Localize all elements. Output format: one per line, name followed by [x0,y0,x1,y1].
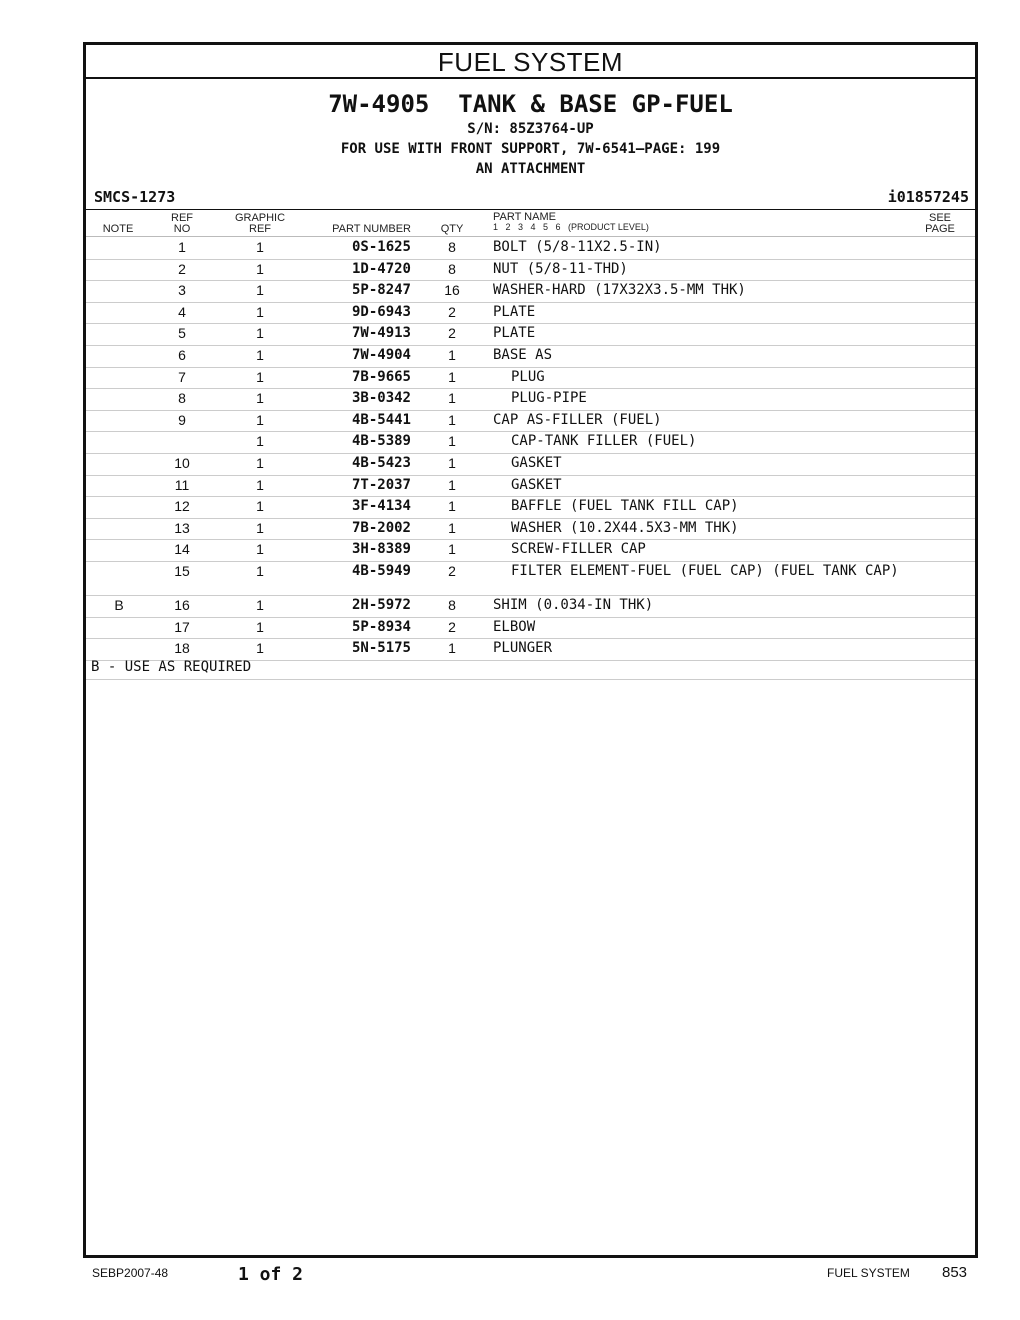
row-ref-no: 1 [178,239,186,255]
row-graphic-ref: 1 [256,325,264,342]
table-row [86,367,975,390]
row-part-number: 7T-2037 [351,476,411,493]
header-divider [86,209,975,210]
row-part-name: PLATE [493,325,536,342]
row-ref-no: 6 [178,347,186,363]
section-title: FUEL SYSTEM [86,45,975,79]
table-row [86,475,975,498]
row-ref-no: 11 [174,476,190,493]
row-graphic-ref: 1 [256,618,264,635]
attachment-line: AN ATTACHMENT [475,161,586,177]
row-part-name: CAP-TANK FILLER (FUEL) [511,433,697,450]
table-row [86,638,975,661]
row-ref-no: 15 [174,563,190,579]
row-ref-no: 4 [178,303,186,320]
table-row [86,345,975,368]
row-qty: 2 [448,325,456,342]
table-row [86,431,975,454]
col-part-name: PART NAME [493,211,556,223]
use-with-line: FOR USE WITH FRONT SUPPORT, 7W-6541—PAGE: 199 [340,141,721,157]
row-part-name: FILTER ELEMENT-FUEL (FUEL CAP) (FUEL TANK CAP) [511,563,899,579]
col-qty: QTY [440,223,464,235]
row-qty: 1 [448,368,456,385]
table-row [86,539,975,562]
row-ref-no: 13 [174,519,190,536]
row-ref-no: 18 [174,640,190,657]
table-row [86,259,975,282]
page-number: 853 [942,1264,968,1281]
row-part-number: 5P-8247 [351,282,411,299]
row-graphic-ref: 1 [256,347,264,363]
row-graphic-ref: 1 [256,368,264,385]
row-qty: 1 [448,411,456,428]
row-part-number: 5P-8934 [351,618,411,635]
row-part-name: PLUNGER [493,640,553,657]
row-graphic-ref: 1 [256,239,264,255]
row-ref-no: 5 [178,325,186,342]
row-graphic-ref: 1 [256,563,264,579]
row-graphic-ref: 1 [256,282,264,299]
row-qty: 1 [448,541,456,558]
table-row [86,280,975,303]
col-graphic-bottom: REF [249,223,271,235]
row-part-name: WASHER (10.2X44.5X3-MM THK) [511,519,739,536]
col-see-bottom: PAGE [925,223,955,235]
row-ref-no: 2 [178,260,186,277]
row-qty: 1 [448,498,456,515]
footnote-divider [86,679,975,680]
row-graphic-ref: 1 [256,433,264,450]
col-product-levels: 1 2 3 4 5 6 (PRODUCT LEVEL) [493,222,649,232]
row-part-number: 3F-4134 [351,498,411,515]
col-note: NOTE [102,223,134,235]
row-qty: 8 [448,239,456,255]
table-row [86,617,975,640]
row-ref-no: 7 [178,368,186,385]
row-graphic-ref: 1 [256,498,264,515]
table-row [86,496,975,519]
row-qty: 8 [448,597,456,613]
row-part-name: SHIM (0.034-IN THK) [493,597,654,613]
row-graphic-ref: 1 [256,541,264,558]
row-ref-no: 17 [174,618,190,635]
row-part-number: 1D-4720 [351,260,411,277]
row-qty: 2 [448,303,456,320]
row-graphic-ref: 1 [256,640,264,657]
table-row [86,388,975,411]
serial-number: S/N: 85Z3764-UP [467,121,594,137]
table-row [86,323,975,346]
row-part-name: GASKET [511,455,562,471]
row-ref-no: 3 [178,282,186,299]
table-row [86,302,975,325]
row-ref-no: 10 [174,455,190,471]
table-row [86,453,975,476]
row-part-name: BASE AS [493,347,553,363]
row-graphic-ref: 1 [256,390,264,407]
row-graphic-ref: 1 [256,411,264,428]
row-part-name: CAP AS-FILLER (FUEL) [493,411,662,428]
row-part-number: 4B-5441 [351,411,411,428]
row-part-number: 2H-5972 [351,597,411,613]
footer-section: FUEL SYSTEM [827,1266,910,1280]
row-part-number: 0S-1625 [351,239,411,255]
row-qty: 1 [448,476,456,493]
row-part-name: PLUG [511,368,545,385]
row-graphic-ref: 1 [256,455,264,471]
row-part-name: ELBOW [493,618,536,635]
row-part-name: SCREW-FILLER CAP [511,541,646,558]
table-row [86,561,975,596]
row-part-number: 7B-9665 [351,368,411,385]
col-see-top: SEE [928,212,951,224]
row-part-number: 4B-5423 [351,455,411,471]
row-part-number: 3B-0342 [351,390,411,407]
row-part-number: 9D-6943 [351,303,411,320]
row-part-name: WASHER-HARD (17X32X3.5-MM THK) [493,282,746,299]
table-row [86,237,975,260]
row-qty: 1 [448,347,456,363]
page-frame [83,42,978,1258]
row-graphic-ref: 1 [256,476,264,493]
col-ref-bottom: NO [173,223,191,235]
row-part-number: 7W-4913 [351,325,411,342]
row-part-number: 7B-2002 [351,519,411,536]
row-part-number: 3H-8389 [351,541,411,558]
col-part-number: PART NUMBER [332,223,411,235]
row-ref-no: 16 [174,597,190,613]
row-part-name: NUT (5/8-11-THD) [493,260,628,277]
table-row [86,518,975,541]
row-part-number: 4B-5949 [351,563,411,579]
row-qty: 2 [448,563,456,579]
row-graphic-ref: 1 [256,303,264,320]
row-part-name: BAFFLE (FUEL TANK FILL CAP) [511,498,739,515]
row-qty: 1 [448,640,456,657]
table-row [86,410,975,433]
doc-id: SEBP2007-48 [92,1266,169,1280]
row-part-number: 7W-4904 [351,347,411,363]
row-part-number: 5N-5175 [351,640,411,657]
row-part-name: PLATE [493,303,536,320]
col-graphic-top: GRAPHIC [234,212,286,224]
row-qty: 16 [444,282,460,299]
row-qty: 2 [448,618,456,635]
row-qty: 1 [448,455,456,471]
col-ref-top: REF [171,212,193,224]
row-qty: 1 [448,433,456,450]
page-of: 1 of 2 [238,1264,304,1285]
group-title: 7W-4905 TANK & BASE GP-FUEL [328,90,733,118]
row-graphic-ref: 1 [256,260,264,277]
row-qty: 1 [448,390,456,407]
row-graphic-ref: 1 [256,519,264,536]
row-ref-no: 8 [178,390,186,407]
row-part-name: PLUG-PIPE [511,390,587,407]
row-part-number: 4B-5389 [351,433,411,450]
row-qty: 1 [448,519,456,536]
row-ref-no: 14 [174,541,190,558]
row-ref-no: 9 [178,411,186,428]
row-note: B [114,597,124,613]
row-qty: 8 [448,260,456,277]
illustration-id: i01857245 [887,188,969,206]
footnote: B - USE AS REQUIRED [91,659,252,675]
smcs-code: SMCS-1273 [94,188,176,206]
table-row [86,595,975,618]
row-graphic-ref: 1 [256,597,264,613]
row-part-name: GASKET [511,476,562,493]
row-ref-no: 12 [174,498,190,515]
row-part-name: BOLT (5/8-11X2.5-IN) [493,239,662,255]
